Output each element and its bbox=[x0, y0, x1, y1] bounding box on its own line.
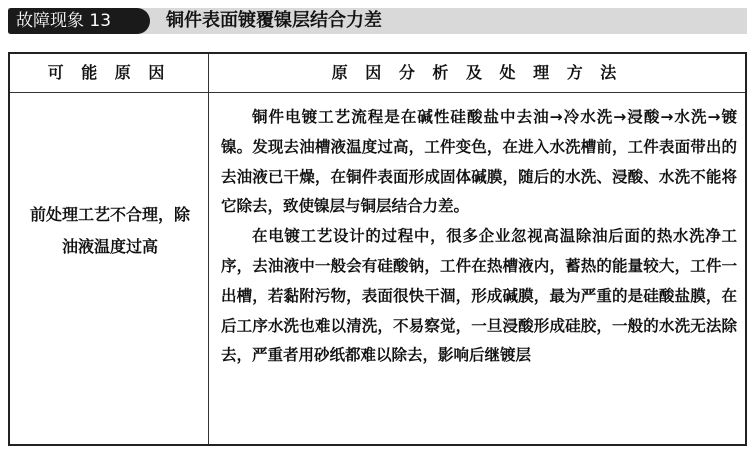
fault-header bbox=[8, 8, 747, 34]
fault-number-tag: 故障现象 13 bbox=[8, 8, 150, 34]
analysis-paragraph-1: 铜件电镀工艺流程是在碱性硅酸盐中去油→冷水洗→浸酸→水洗→镀镍。发现去油槽液温度过高，工件变色，在进入水洗槽前，工件表面带出的去油液已干燥，在铜件表面形成固体碱膜，随后的水洗、浸酸、水洗不能将它除去，致使镍层与铜层结合力差。 bbox=[221, 108, 737, 216]
cause-cell: 前处理工艺不合理，除油液温度过高 bbox=[29, 205, 190, 256]
column-divider bbox=[208, 54, 209, 444]
fault-table bbox=[8, 52, 747, 446]
header-row-divider bbox=[10, 92, 745, 93]
fault-title: 铜件表面镀覆镍层结合力差 bbox=[166, 10, 382, 31]
column-header-analysis: 原 因 分 析 及 处 理 方 法 bbox=[331, 63, 623, 82]
column-header-cause: 可 能 原 因 bbox=[47, 63, 171, 82]
analysis-paragraph-2: 在电镀工艺设计的过程中，很多企业忽视高温除油后面的热水洗净工序，去油液中一般会有硅酸钠，工件在热槽液内，蓄热的能量较大，工件一出槽，若黏附污物，表面很快干涸，形成碱膜，最为严重的是硅酸盐膜，在后工序水洗也难以清洗，不易察觉，一旦浸酸形成硅胶，一般的水洗无法除去，严重者用砂纸都难以除去，影响后继镀层 bbox=[221, 227, 737, 365]
analysis-cell bbox=[221, 103, 737, 371]
